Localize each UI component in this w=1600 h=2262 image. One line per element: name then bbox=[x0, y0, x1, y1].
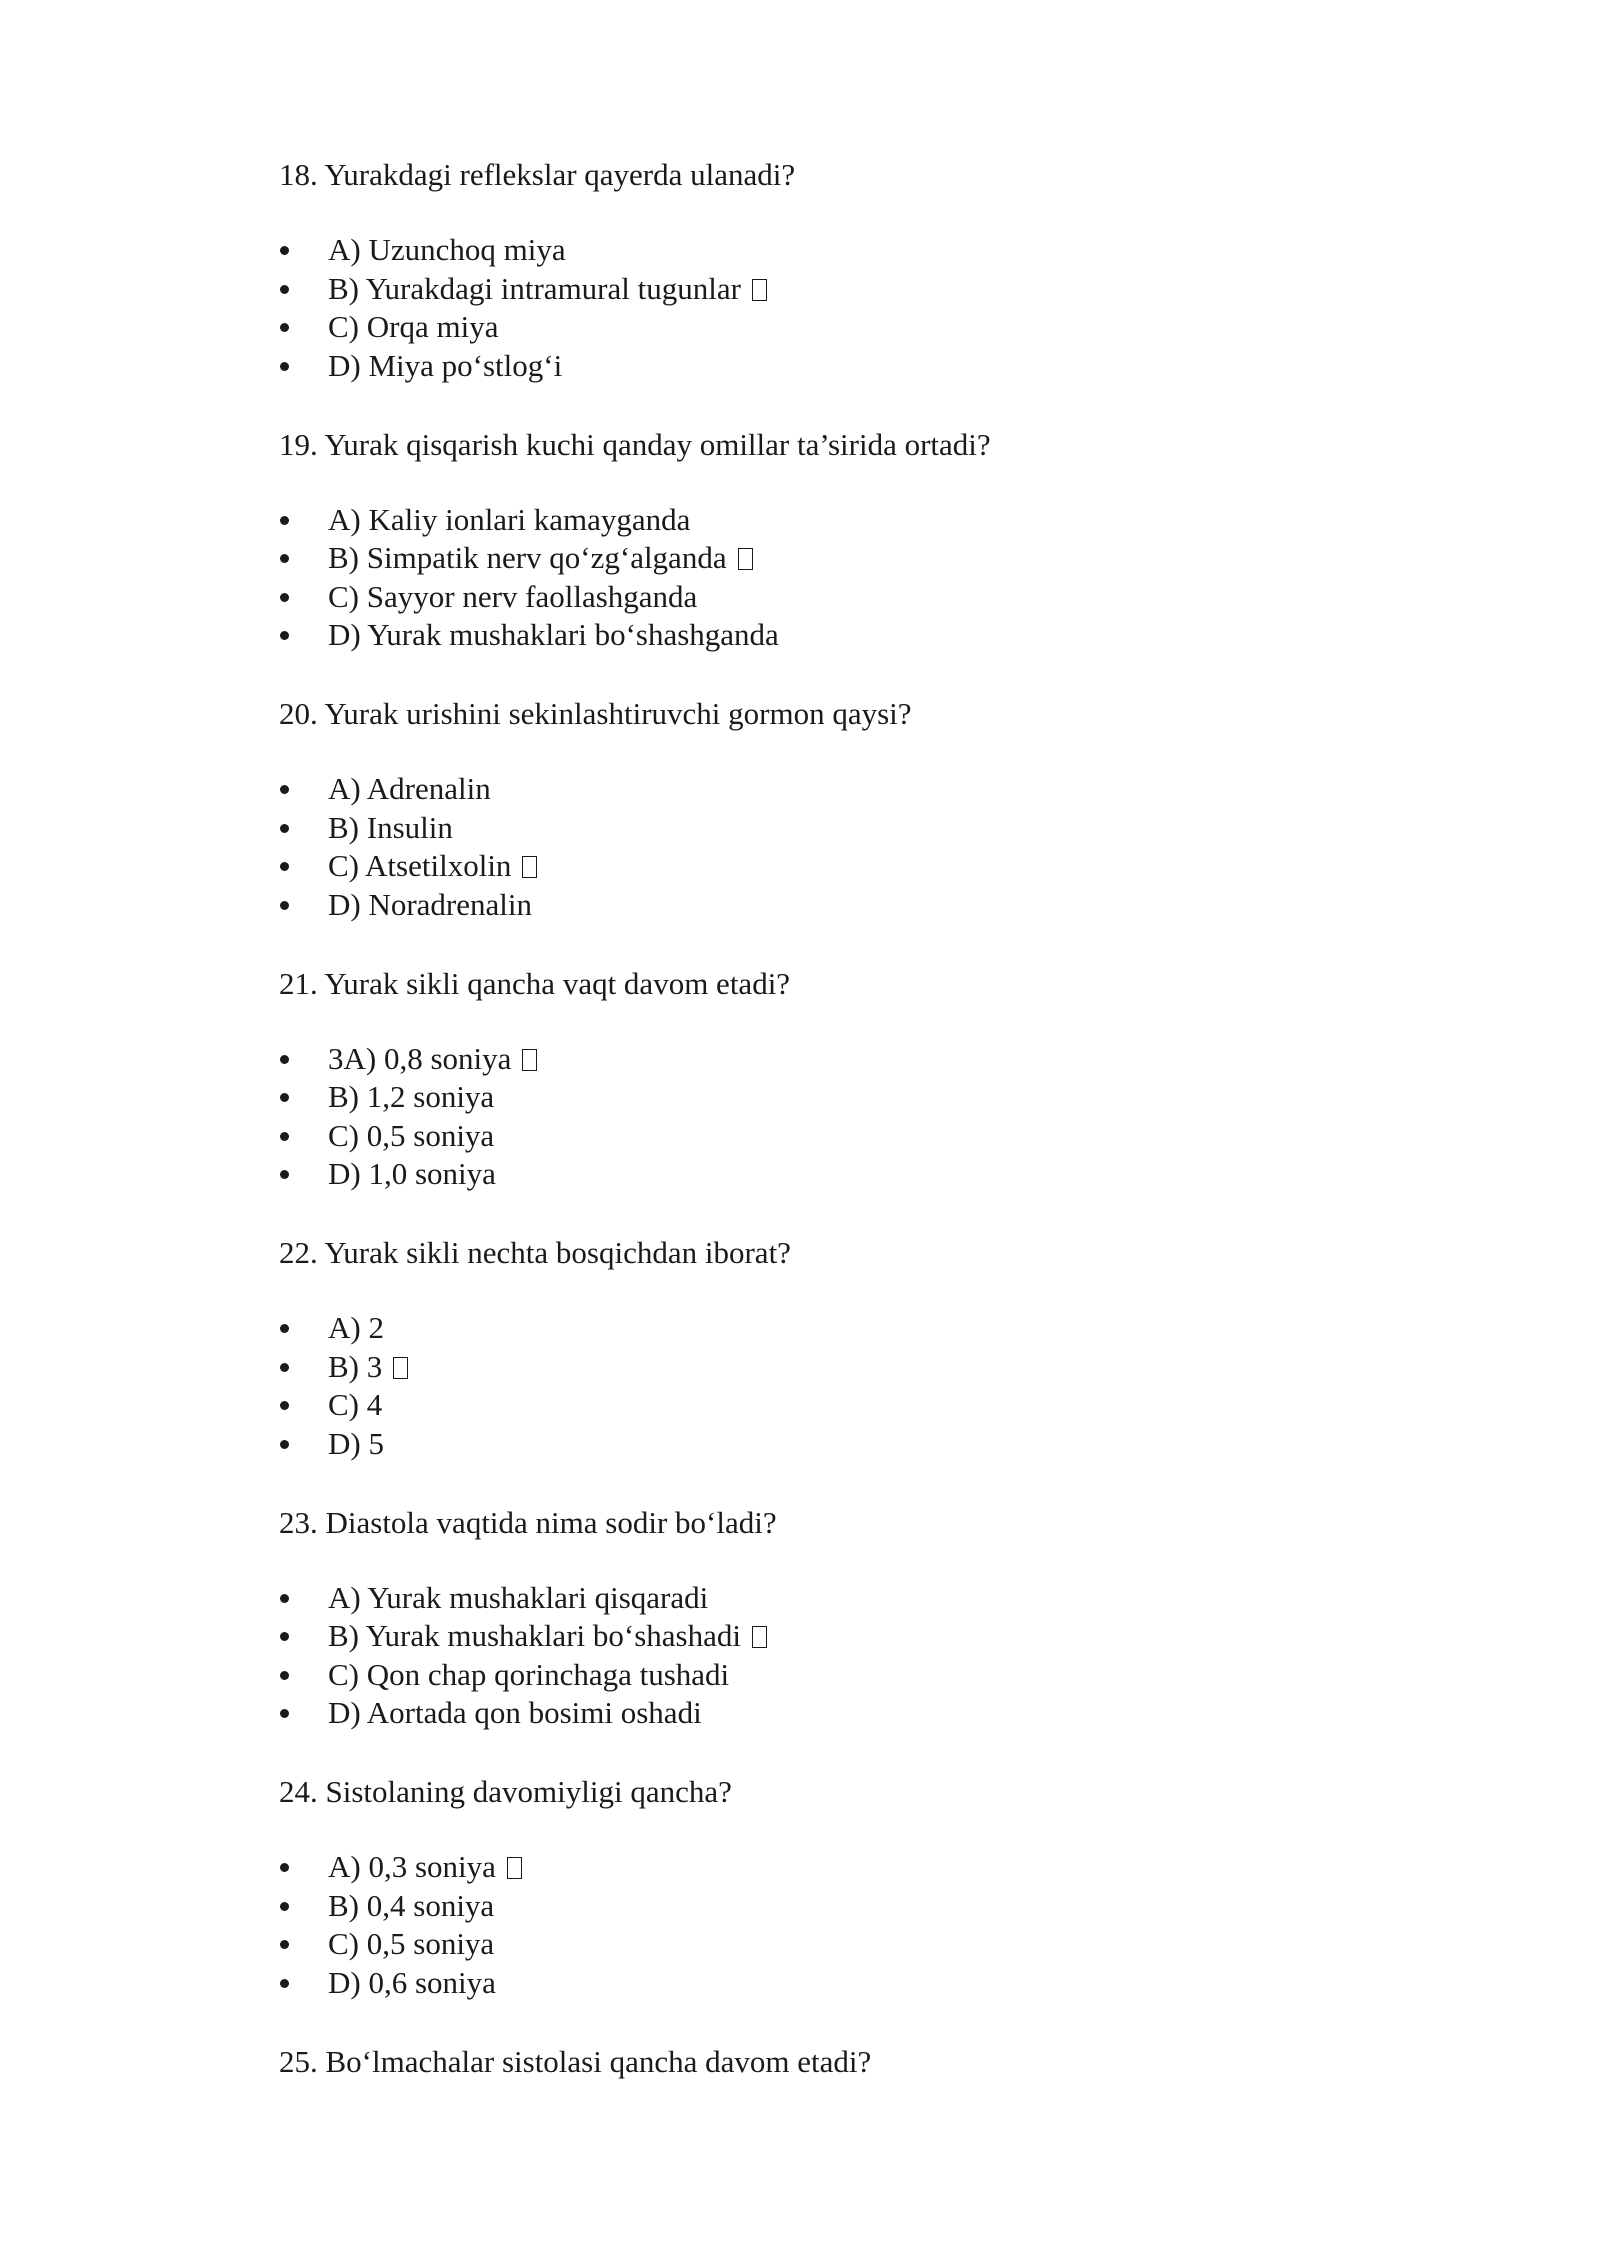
bullet-icon bbox=[279, 1348, 291, 1386]
answer-option-wrapper bbox=[328, 1386, 382, 1424]
question-text: 23. Diastola vaqtida nima sodir bo‘ladi? bbox=[279, 1504, 777, 1540]
answer-option-label: C) Qon chap qorinchaga tushadi bbox=[328, 1656, 730, 1692]
bullet-icon bbox=[279, 1656, 291, 1694]
bullet-icon bbox=[279, 1309, 291, 1347]
question-block bbox=[279, 965, 1379, 1191]
correct-answer-box-icon bbox=[393, 1357, 408, 1379]
question-text: 22. Yurak sikli nechta bosqichdan iborat? bbox=[279, 1235, 791, 1270]
bullet-icon bbox=[279, 231, 291, 269]
bullet-icon bbox=[279, 770, 291, 808]
answer-option-label: D) Noradrenalin bbox=[328, 886, 532, 922]
bullet-icon bbox=[279, 616, 291, 654]
bullet-icon bbox=[279, 308, 291, 346]
correct-answer-box-icon bbox=[507, 1857, 522, 1879]
answer-option-wrapper bbox=[328, 1117, 494, 1155]
bullet-icon bbox=[279, 1117, 291, 1155]
answer-option-label: C) Atsetilxolin bbox=[328, 848, 512, 883]
bullet-icon bbox=[279, 1694, 291, 1732]
bullet-icon bbox=[279, 809, 291, 847]
answer-option-label: D) 0,6 soniya bbox=[328, 1964, 496, 2000]
answer-option-wrapper bbox=[328, 578, 697, 616]
answer-option-wrapper bbox=[328, 809, 453, 847]
correct-answer-box-icon bbox=[522, 1049, 537, 1071]
correct-answer-box-icon bbox=[738, 548, 753, 570]
question-text: 19. Yurak qisqarish kuchi qanday omillar ta’sirida ortadi? bbox=[279, 426, 991, 462]
question-text: 20. Yurak urishini sekinlashtiruvchi gormon qaysi? bbox=[279, 696, 912, 731]
bullet-icon bbox=[279, 1925, 291, 1963]
answer-option-label: D) Miya po‘stlog‘i bbox=[328, 347, 563, 383]
answer-option-wrapper bbox=[328, 1887, 494, 1925]
answer-option-label: B) 1,2 soniya bbox=[328, 1079, 495, 1114]
answer-option-wrapper bbox=[328, 539, 753, 577]
question-block bbox=[279, 156, 1379, 383]
correct-answer-box-icon bbox=[522, 856, 537, 878]
bullet-icon bbox=[279, 1040, 291, 1078]
question-block bbox=[279, 695, 1379, 922]
question-block bbox=[279, 1234, 1379, 1461]
answer-option-wrapper bbox=[328, 1425, 384, 1463]
answer-option-label: B) Simpatik nerv qo‘zg‘alganda bbox=[328, 540, 727, 575]
answer-option-wrapper bbox=[328, 847, 537, 885]
answer-option-wrapper bbox=[328, 231, 566, 269]
answer-option-label: A) 2 bbox=[328, 1310, 384, 1345]
bullet-icon bbox=[279, 1078, 291, 1116]
bullet-icon bbox=[279, 1887, 291, 1925]
question-text: 21. Yurak sikli qancha vaqt davom etadi? bbox=[279, 965, 791, 1001]
bullet-icon bbox=[279, 347, 291, 385]
answer-option-wrapper bbox=[328, 1348, 408, 1386]
question-text: 18. Yurakdagi reflekslar qayerda ulanadi? bbox=[279, 157, 796, 192]
answer-option-wrapper bbox=[328, 1155, 496, 1193]
answer-option-label: A) Yurak mushaklari qisqaradi bbox=[328, 1579, 709, 1615]
answer-option-label: A) Adrenalin bbox=[328, 771, 491, 806]
answer-option-wrapper bbox=[328, 1925, 494, 1963]
question-block bbox=[279, 2043, 1379, 2081]
bullet-icon bbox=[279, 270, 291, 308]
answer-option-label: 3A) 0,8 soniya bbox=[328, 1040, 512, 1076]
answer-option-wrapper bbox=[328, 616, 779, 654]
answer-option-label: C) 0,5 soniya bbox=[328, 1117, 495, 1153]
answer-option-label: D) Aortada qon bosimi oshadi bbox=[328, 1695, 702, 1730]
answer-option-wrapper bbox=[328, 308, 498, 346]
answer-option-label: C) 4 bbox=[328, 1387, 383, 1422]
answer-option-wrapper bbox=[328, 1579, 708, 1617]
answer-option-wrapper bbox=[328, 1040, 537, 1078]
bullet-icon bbox=[279, 1964, 291, 2002]
correct-answer-box-icon bbox=[752, 279, 767, 301]
answer-option-label: A) Kaliy ionlari kamayganda bbox=[328, 501, 691, 537]
answer-option-label: A) 0,3 soniya bbox=[328, 1849, 496, 1884]
answer-option-wrapper bbox=[328, 1617, 767, 1655]
answer-option-wrapper bbox=[328, 1848, 522, 1886]
answer-option-wrapper bbox=[328, 1078, 494, 1116]
answer-option-label: D) 5 bbox=[328, 1425, 384, 1461]
answer-option-label: C) Sayyor nerv faollashganda bbox=[328, 578, 698, 614]
answer-option-label: B) Yurakdagi intramural tugunlar bbox=[328, 270, 741, 306]
bullet-icon bbox=[279, 539, 291, 577]
answer-option-label: C) Orqa miya bbox=[328, 309, 499, 344]
bullet-icon bbox=[279, 847, 291, 885]
bullet-icon bbox=[279, 1848, 291, 1886]
answer-option-wrapper bbox=[328, 270, 767, 308]
answer-option-wrapper bbox=[328, 1656, 729, 1694]
question-block bbox=[279, 426, 1379, 652]
answer-option-wrapper bbox=[328, 1694, 702, 1732]
answer-option-wrapper bbox=[328, 1309, 384, 1347]
answer-option-label: A) Uzunchoq miya bbox=[328, 232, 566, 267]
correct-answer-box-icon bbox=[752, 1626, 767, 1648]
bullet-icon bbox=[279, 1425, 291, 1463]
question-block bbox=[279, 1504, 1379, 1730]
bullet-icon bbox=[279, 886, 291, 924]
answer-option-wrapper bbox=[328, 1964, 496, 2002]
bullet-icon bbox=[279, 1617, 291, 1655]
answer-option-label: B) Yurak mushaklari bo‘shashadi bbox=[328, 1618, 741, 1653]
answer-option-label: B) 3 bbox=[328, 1348, 383, 1384]
answer-option-wrapper bbox=[328, 886, 532, 924]
bullet-icon bbox=[279, 501, 291, 539]
answer-option-wrapper bbox=[328, 501, 690, 539]
bullet-icon bbox=[279, 1155, 291, 1193]
bullet-icon bbox=[279, 1579, 291, 1617]
answer-option-label: B) Insulin bbox=[328, 809, 453, 845]
answer-option-wrapper bbox=[328, 770, 491, 808]
question-text: 24. Sistolaning davomiyligi qancha? bbox=[279, 1774, 732, 1809]
answer-option-label: D) Yurak mushaklari bo‘shashganda bbox=[328, 617, 779, 652]
answer-option-label: B) 0,4 soniya bbox=[328, 1887, 495, 1923]
answer-option-label: D) 1,0 soniya bbox=[328, 1156, 496, 1191]
bullet-icon bbox=[279, 578, 291, 616]
answer-option-wrapper bbox=[328, 347, 562, 385]
question-block bbox=[279, 1773, 1379, 2000]
bullet-icon bbox=[279, 1386, 291, 1424]
answer-option-label: C) 0,5 soniya bbox=[328, 1926, 495, 1961]
question-text: 25. Bo‘lmachalar sistolasi qancha davom etadi? bbox=[279, 2043, 872, 2079]
